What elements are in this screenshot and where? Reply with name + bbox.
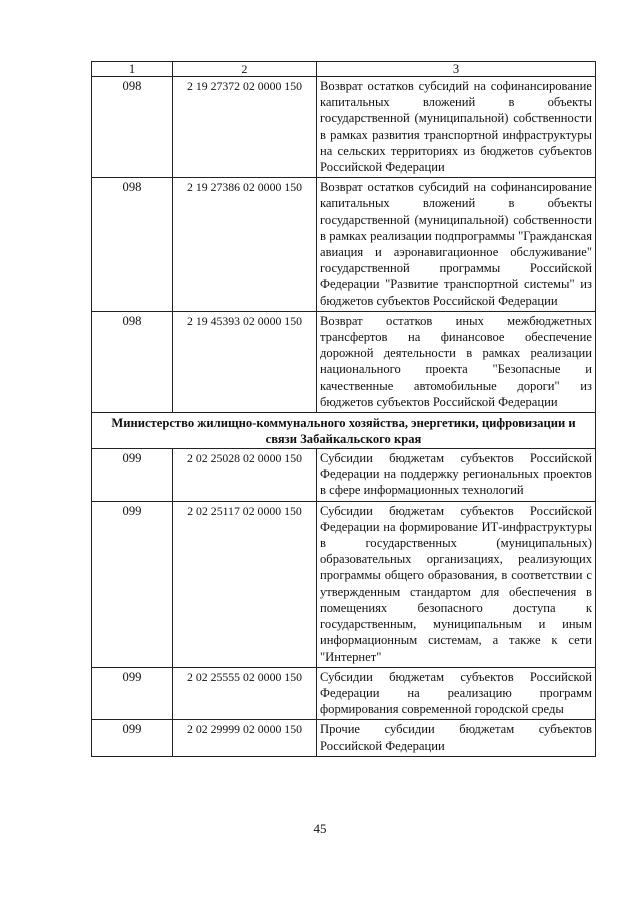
kbk-code-cell: 2 19 27372 02 0000 150 (173, 77, 317, 178)
admin-code-cell: 099 (92, 449, 173, 502)
kbk-code-cell: 2 02 25555 02 0000 150 (173, 667, 317, 720)
page-number: 45 (313, 821, 327, 836)
description-cell: Возврат остатков иных межбюджетных трансфертов на финансовое обеспечение дорожной деятельности в рамках реализации национального проекта "Безопасные и качественные автомобильные дороги" из бюджетов субъектов Российской Федерации (317, 311, 596, 412)
description-cell: Субсидии бюджетам субъектов Российской Федерации на реализацию программ формирования современной городской среды (317, 667, 596, 720)
kbk-code-cell: 2 19 27386 02 0000 150 (173, 178, 317, 312)
table-row (92, 178, 596, 312)
table-row (92, 667, 596, 720)
table-row (92, 501, 596, 667)
table-row (92, 311, 596, 412)
budget-codes-table (91, 61, 596, 757)
description-cell: Прочие субсидии бюджетам субъектов Российской Федерации (317, 720, 596, 756)
kbk-code-cell: 2 19 45393 02 0000 150 (173, 311, 317, 412)
kbk-code-cell: 2 02 25028 02 0000 150 (173, 449, 317, 502)
admin-code-cell: 098 (92, 77, 173, 178)
description-cell: Субсидии бюджетам субъектов Российской Федерации на поддержку региональных проектов в сфере информационных технологий (317, 449, 596, 502)
column-header-2: 2 (173, 62, 317, 77)
admin-code-cell: 098 (92, 311, 173, 412)
admin-code-cell: 099 (92, 720, 173, 756)
description-cell: Возврат остатков субсидий на софинансирование капитальных вложений в объекты государственной (муниципальной) собственности в рамках реализации подпрограммы "Гражданская авиация и аэронавигационное обслуживание" государственной программы Российской Федерации "Развитие транспортной системы" из бюджетов субъектов Российской Федерации (317, 178, 596, 312)
description-cell: Возврат остатков субсидий на софинансирование капитальных вложений в объекты государственной (муниципальной) собственности в рамках развития транспортной инфраструктуры на сельских территориях из бюджетов субъектов Российской Федерации (317, 77, 596, 178)
column-header-1: 1 (92, 62, 173, 77)
table-header-row (92, 62, 596, 77)
admin-code-cell: 098 (92, 178, 173, 312)
admin-code-cell: 099 (92, 667, 173, 720)
table-row (92, 720, 596, 756)
table-row (92, 77, 596, 178)
ministry-section-title: Министерство жилищно-коммунального хозяйства, энергетики, цифровизации и связи Забайкальского края (92, 413, 596, 449)
kbk-code-cell: 2 02 29999 02 0000 150 (173, 720, 317, 756)
table-row (92, 449, 596, 502)
column-header-3: 3 (317, 62, 596, 77)
kbk-code-cell: 2 02 25117 02 0000 150 (173, 501, 317, 667)
description-cell: Субсидии бюджетам субъектов Российской Федерации на формирование ИТ-инфраструктуры в государственных (муниципальных) образовательных организациях, реализующих программы общего образования, в соответствии с утвержденным стандартом для обеспечения в помещениях безопасного доступа к государственным, муниципальным и иным информационным системам, а также к сети "Интернет" (317, 501, 596, 667)
admin-code-cell: 099 (92, 501, 173, 667)
section-header-row (92, 413, 596, 449)
